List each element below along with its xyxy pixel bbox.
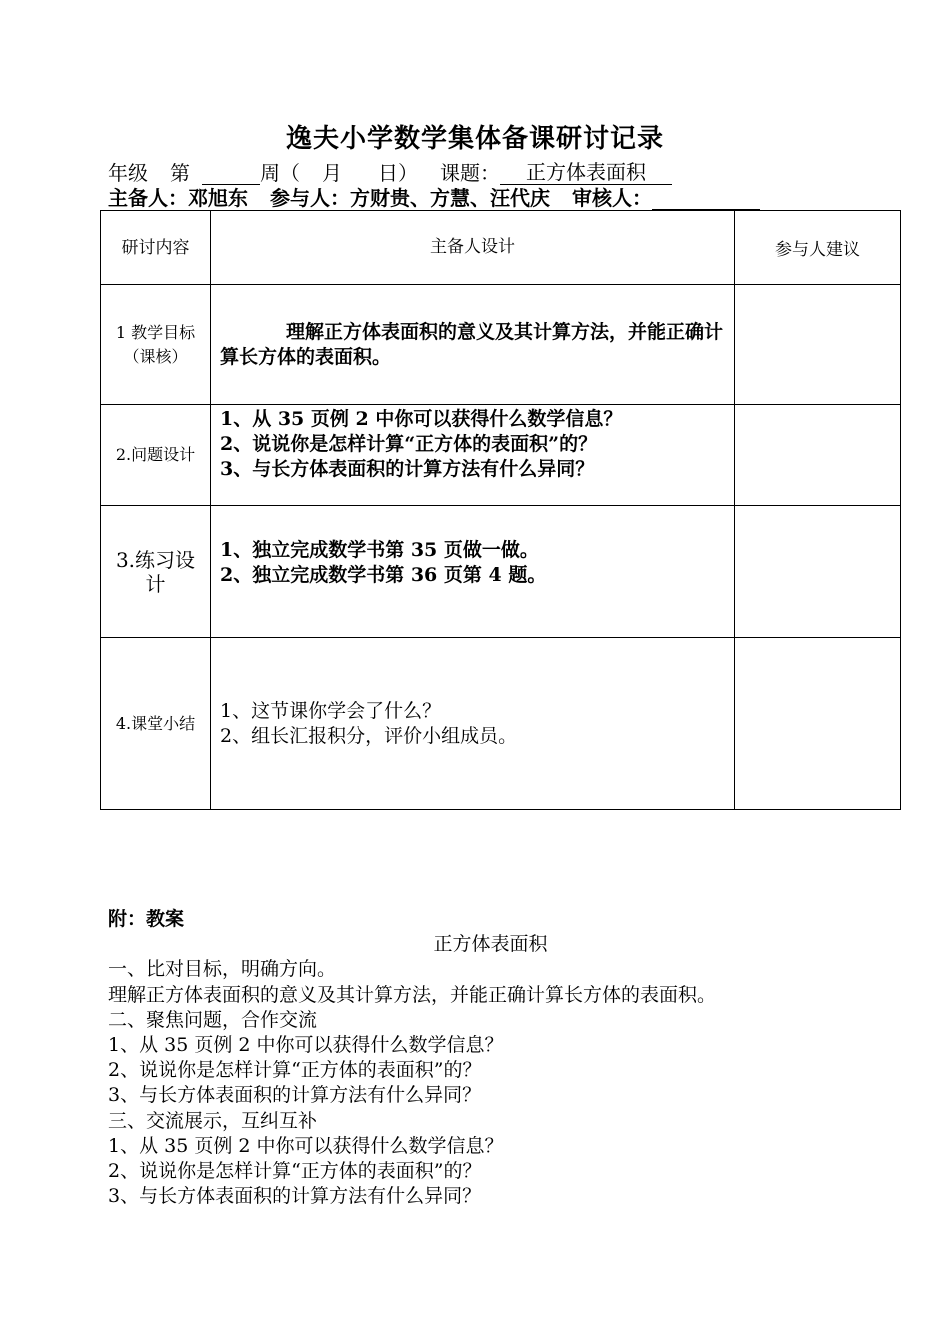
row-label [101,285,211,405]
row-suggestion [735,638,901,810]
design-line: 1、独立完成数学书第 35 页做一做。 [220,539,539,561]
header-line-2 [108,186,760,210]
record-table [100,210,901,810]
row-label [101,638,211,810]
day-label: 日） [378,161,418,185]
document-title: 逸夫小学数学集体备课研讨记录 [285,124,664,154]
appendix-line: 2、说说你是怎样计算“正方体的表面积”的？ [108,1160,482,1183]
topic-label: 课题： [440,161,500,185]
col-header-topic: 研讨内容 [101,211,211,285]
design-line: 2、独立完成数学书第 36 页第 4 题。 [220,564,547,586]
appendix-line: 理解正方体表面积的意义及其计算方法，并能正确计算长方体的表面积。 [108,983,717,1006]
col-header-suggestion: 参与人建议 [735,211,901,285]
header-line-1 [108,160,672,185]
lead-teacher: 主备人：邓旭东 [108,186,248,210]
week-label: 周（ [260,161,300,185]
table-header-row [101,211,901,285]
table-row [101,638,901,810]
design-line: 1、这节课你学会了什么？ [220,699,442,722]
month-label: 月 [322,161,342,185]
design-line: 1、从 35 页例 2 中你可以获得什么数学信息？ [220,408,623,430]
appendix-line: 1、从 35 页例 2 中你可以获得什么数学信息？ [108,1034,504,1057]
row-label-line: 2.问题设计 [115,445,196,464]
row-label-line: 计 [145,572,166,596]
appendix [108,907,898,1209]
design-line: 2、说说你是怎样计算“正方体的表面积”的？ [220,433,598,455]
appendix-heading: 附：教案 [108,908,185,930]
reviewer-blank [652,189,760,210]
topic-field [500,160,672,185]
appendix-line: 3、与长方体表面积的计算方法有什么异同？ [108,1084,482,1107]
row-design [211,638,735,810]
appendix-line: 3、与长方体表面积的计算方法有什么异同？ [108,1185,482,1208]
col-header-design: 主备人设计 [211,211,735,285]
table-row [101,285,901,405]
design-line: 2、组长汇报积分，评价小组成员。 [220,724,518,747]
row-suggestion [735,285,901,405]
row-design [211,506,735,638]
row-suggestion [735,506,901,638]
appendix-title: 正方体表面积 [433,933,548,956]
row-label-line: 3.练习设 [115,548,196,572]
row-label-line: （课核） [123,346,188,366]
row-suggestion [735,405,901,506]
table-row [101,405,901,506]
row-label-line: 4.课堂小结 [115,713,196,733]
appendix-line: 三、交流展示，互纠互补 [108,1109,318,1132]
appendix-line: 2、说说你是怎样计算“正方体的表面积”的？ [108,1059,482,1082]
reviewer-label: 审核人： [572,186,652,210]
week-prefix: 第 [170,161,190,185]
table-row [101,506,901,638]
grade-label: 年级 [108,161,148,185]
row-label [101,405,211,506]
design-text: 理解正方体表面积的意义及其计算方法，并能正确计算长方体的表面积。 [220,320,724,368]
row-label [101,506,211,638]
appendix-line: 一、比对目标，明确方向。 [108,958,337,981]
row-label-line: 1 教学目标 [115,322,196,342]
design-line: 3、与长方体表面积的计算方法有什么异同？ [220,458,595,480]
row-design [211,405,735,506]
row-design [211,285,735,405]
participants: 参与人：方财贵、方慧、汪代庆 [270,186,550,210]
appendix-line: 1、从 35 页例 2 中你可以获得什么数学信息？ [108,1134,504,1157]
appendix-line: 二、聚焦问题，合作交流 [108,1008,318,1031]
topic-value: 正方体表面积 [526,160,646,184]
week-blank [202,164,260,185]
